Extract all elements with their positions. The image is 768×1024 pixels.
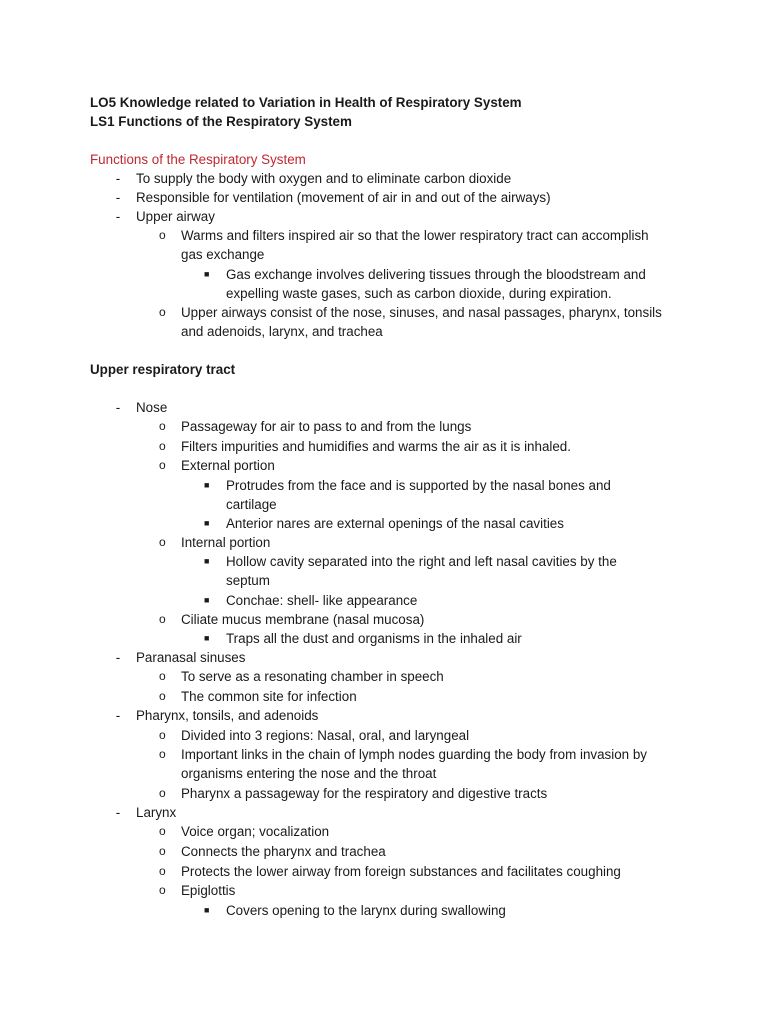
list-item: Protects the lower airway from foreign substances and facilitates coughing	[181, 864, 621, 879]
dash-bullet: -	[115, 190, 121, 205]
dash-bullet: -	[115, 400, 121, 415]
list-item: Anterior nares are external openings of the nasal cavities	[226, 516, 564, 531]
list-item: Upper airways consist of the nose, sinuses, and nasal passages, pharynx, tonsils	[181, 305, 662, 320]
circle-bullet: o	[159, 844, 166, 858]
circle-bullet: o	[159, 883, 166, 897]
circle-bullet: o	[159, 728, 166, 742]
dash-bullet: -	[115, 805, 121, 820]
list-item: Divided into 3 regions: Nasal, oral, and laryngeal	[181, 728, 470, 743]
list-item: Voice organ; vocalization	[181, 824, 330, 839]
circle-bullet: o	[159, 786, 166, 800]
list-item-continuation: organisms entering the nose and the throat	[181, 766, 437, 781]
dash-bullet: -	[115, 708, 121, 723]
circle-bullet: o	[159, 228, 166, 242]
list-item-continuation: septum	[226, 573, 270, 588]
circle-bullet: o	[159, 669, 166, 683]
circle-bullet: o	[159, 535, 166, 549]
list-item: Larynx	[136, 805, 177, 820]
list-item: Epiglottis	[181, 883, 236, 898]
square-bullet: ■	[204, 269, 210, 279]
list-item: Responsible for ventilation (movement of air in and out of the airways)	[136, 190, 551, 205]
circle-bullet: o	[159, 458, 166, 472]
dash-bullet: -	[115, 171, 121, 186]
dash-bullet: -	[115, 209, 121, 224]
list-item: Conchae: shell- like appearance	[226, 593, 418, 608]
list-item: To serve as a resonating chamber in speech	[181, 669, 444, 684]
list-item: Filters impurities and humidifies and warms the air as it is inhaled.	[181, 439, 571, 454]
list-item: Warms and filters inspired air so that the lower respiratory tract can accomplish	[181, 228, 649, 243]
list-item: Traps all the dust and organisms in the inhaled air	[226, 631, 522, 646]
section-heading-upper-tract: Upper respiratory tract	[90, 362, 236, 377]
list-item: Protrudes from the face and is supported by the nasal bones and	[226, 478, 611, 493]
heading-lo5: LO5 Knowledge related to Variation in Health of Respiratory System	[90, 95, 522, 110]
list-item: Pharynx a passageway for the respiratory and digestive tracts	[181, 786, 548, 801]
circle-bullet: o	[159, 864, 166, 878]
list-item: To supply the body with oxygen and to eliminate carbon dioxide	[136, 171, 512, 186]
list-item: Internal portion	[181, 535, 271, 550]
circle-bullet: o	[159, 612, 166, 626]
circle-bullet: o	[159, 419, 166, 433]
square-bullet: ■	[204, 518, 210, 528]
list-item: The common site for infection	[181, 689, 357, 704]
list-item: Paranasal sinuses	[136, 650, 246, 665]
list-item: External portion	[181, 458, 275, 473]
circle-bullet: o	[159, 305, 166, 319]
list-item-continuation: and adenoids, larynx, and trachea	[181, 324, 383, 339]
square-bullet: ■	[204, 480, 210, 490]
dash-bullet: -	[115, 650, 121, 665]
circle-bullet: o	[159, 439, 166, 453]
circle-bullet: o	[159, 689, 166, 703]
list-item: Hollow cavity separated into the right and left nasal cavities by the	[226, 554, 617, 569]
list-item: Covers opening to the larynx during swallowing	[226, 903, 506, 918]
list-item: Passageway for air to pass to and from the lungs	[181, 419, 472, 434]
square-bullet: ■	[204, 556, 210, 566]
circle-bullet: o	[159, 824, 166, 838]
list-item-continuation: gas exchange	[181, 247, 265, 262]
list-item-continuation: cartilage	[226, 497, 277, 512]
list-item: Connects the pharynx and trachea	[181, 844, 386, 859]
square-bullet: ■	[204, 595, 210, 605]
list-item: Pharynx, tonsils, and adenoids	[136, 708, 319, 723]
list-item: Nose	[136, 400, 168, 415]
list-item: Upper airway	[136, 209, 215, 224]
heading-ls1: LS1 Functions of the Respiratory System	[90, 114, 352, 129]
section-heading-functions: Functions of the Respiratory System	[90, 152, 306, 167]
square-bullet: ■	[204, 905, 210, 915]
list-item-continuation: expelling waste gases, such as carbon dioxide, during expiration.	[226, 286, 612, 301]
circle-bullet: o	[159, 747, 166, 761]
list-item: Ciliate mucus membrane (nasal mucosa)	[181, 612, 425, 627]
square-bullet: ■	[204, 633, 210, 643]
list-item: Gas exchange involves delivering tissues through the bloodstream and	[226, 267, 646, 282]
list-item: Important links in the chain of lymph nodes guarding the body from invasion by	[181, 747, 647, 762]
